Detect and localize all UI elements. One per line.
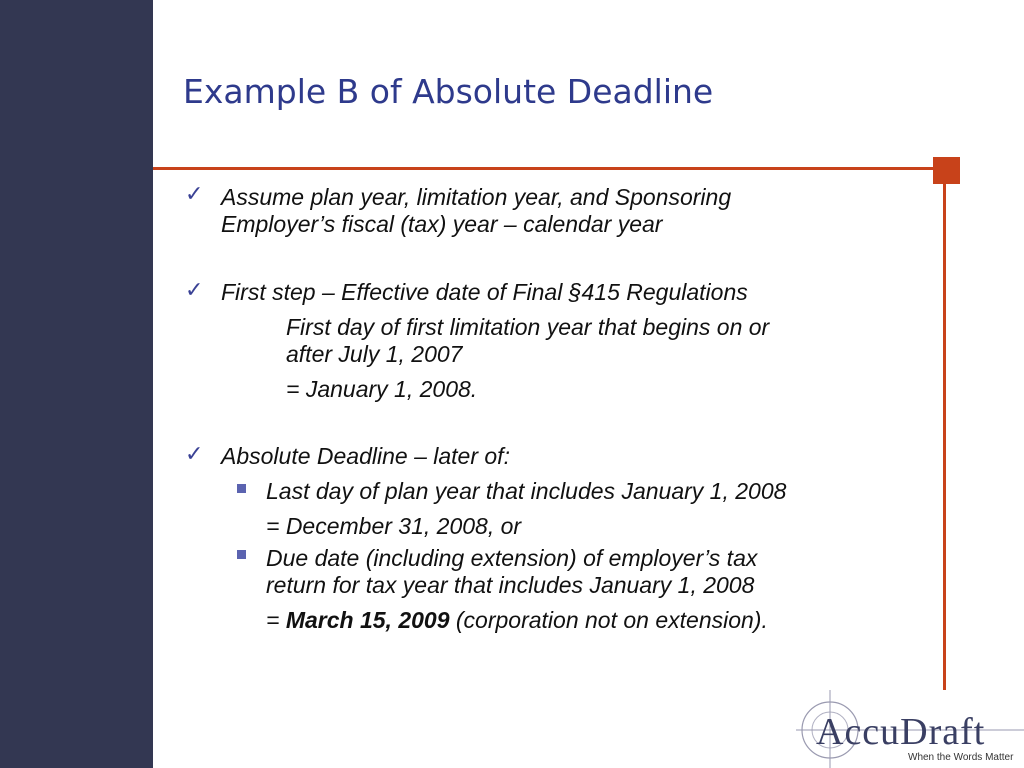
sub-item-1-line-1: Last day of plan year that includes January 1, 2008 — [266, 478, 787, 504]
bullet-1-line-2: Employer’s fiscal (tax) year – calendar year — [221, 211, 663, 237]
bullet-2-detail-line-1: First day of first limitation year that begins on or — [286, 314, 770, 340]
sub-item-2-result-suffix: (corporation not on extension). — [449, 607, 768, 633]
sub-item-2-result — [266, 607, 768, 633]
bullet-1-line-1: Assume plan year, limitation year, and Sponsoring — [221, 184, 732, 210]
bullet-2-detail-line-2: after July 1, 2007 — [286, 341, 463, 367]
bullet-2-detail-result: = January 1, 2008. — [286, 376, 478, 402]
accudraft-logo — [790, 688, 1024, 768]
slide-title: Example B of Absolute Deadline — [183, 72, 714, 111]
logo-wordmark: AccuDraft — [816, 711, 986, 753]
sub-item-2-line-1: Due date (including extension) of employer’s tax — [266, 545, 758, 571]
checkmark-icon: ✓ — [185, 442, 204, 467]
sub-item-2-result-prefix: = — [266, 607, 286, 633]
checkmark-icon: ✓ — [185, 182, 204, 207]
bullet-3-text: Absolute Deadline – later of: — [221, 443, 510, 469]
sub-item-2-line-2: return for tax year that includes January 1, 2008 — [266, 572, 755, 598]
sub-item-1-result: = December 31, 2008, or — [266, 513, 522, 539]
bullet-2-text: First step – Effective date of Final §415 Regulations — [221, 279, 748, 305]
logo-tagline: When the Words Matter — [908, 752, 1014, 763]
checkmark-icon: ✓ — [185, 278, 204, 303]
sub-item-2-result-emphasis: March 15, 2009 — [285, 607, 450, 633]
square-bullet-icon — [237, 550, 246, 559]
square-bullet-icon — [237, 484, 246, 493]
